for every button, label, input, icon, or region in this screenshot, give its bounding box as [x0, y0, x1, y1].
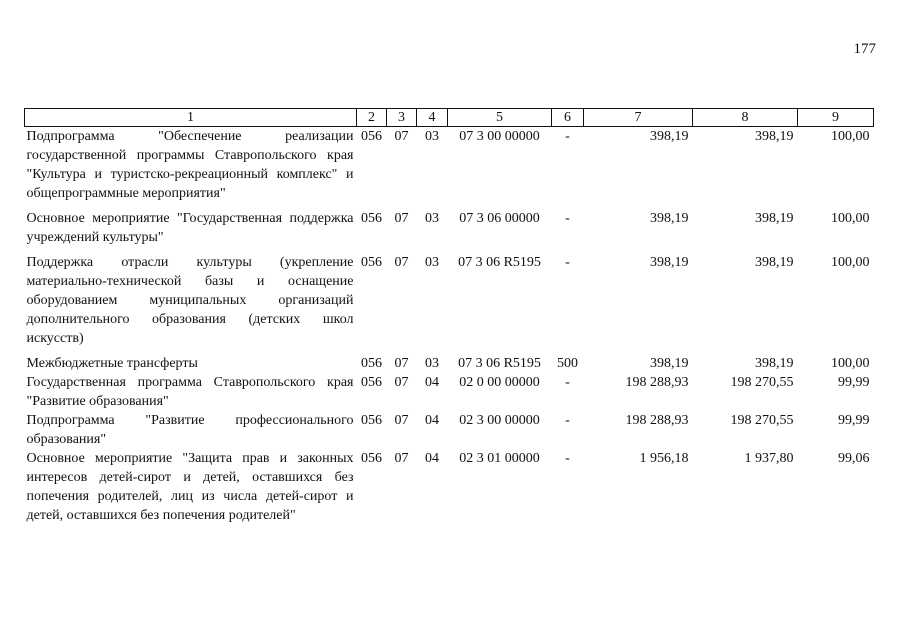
header-col-3: 3: [387, 109, 417, 127]
table-row: [25, 209, 874, 253]
row-expense-type: -: [565, 413, 570, 428]
header-row: [25, 109, 874, 127]
row-expense-type: -: [565, 255, 570, 270]
table-header: [25, 109, 874, 127]
header-col-9: 9: [798, 109, 874, 127]
row-value-8: 398,19: [755, 255, 794, 270]
row-value-8: 198 270,55: [730, 375, 794, 390]
row-name: Основное мероприятие "Государственная поддержка учреждений культуры": [26, 211, 354, 245]
row-ministry-code: 056: [361, 375, 382, 390]
row-value-7: 198 288,93: [625, 413, 689, 428]
row-value-8: 398,19: [755, 211, 794, 226]
row-subsection-code: 04: [425, 451, 439, 466]
page-number: 177: [853, 41, 876, 57]
row-ministry-code: 056: [361, 129, 382, 144]
row-target-code: 07 3 06 R5195: [458, 255, 541, 270]
row-name: Подпрограмма "Развитие профессионального образования": [26, 413, 354, 447]
header-col-7: 7: [584, 109, 693, 127]
row-target-code: 07 3 06 R5195: [458, 356, 541, 371]
row-target-code: 07 3 00 00000: [459, 129, 540, 144]
header-col-2: 2: [357, 109, 387, 127]
row-section-code: 07: [394, 356, 409, 371]
row-subsection-code: 03: [425, 129, 439, 144]
row-ministry-code: 056: [361, 356, 382, 371]
row-subsection-code: 04: [425, 375, 439, 390]
row-subsection-code: 03: [425, 255, 439, 270]
header-col-6: 6: [552, 109, 584, 127]
row-name: Государственная программа Ставропольского края "Развитие образования": [26, 375, 354, 409]
row-value-7: 398,19: [650, 211, 689, 226]
header-col-1: 1: [25, 109, 357, 127]
row-value-9: 99,99: [838, 375, 870, 390]
row-value-7: 398,19: [650, 129, 689, 144]
table-body: [25, 127, 874, 526]
row-ministry-code: 056: [361, 413, 382, 428]
row-expense-type: -: [565, 211, 570, 226]
row-name: Подпрограмма "Обеспечение реализации государственной программы Ставропольского края "Культура и туристско-рекреационный комплекс" и общепрограммные мероприятия": [26, 129, 354, 201]
row-section-code: 07: [394, 375, 409, 390]
row-ministry-code: 056: [361, 211, 382, 226]
row-expense-type: -: [565, 129, 570, 144]
row-section-code: 07: [394, 129, 409, 144]
table-row: [25, 127, 874, 210]
header-col-5: 5: [448, 109, 552, 127]
row-value-9: 99,06: [838, 451, 870, 466]
table-row: [25, 411, 874, 449]
row-ministry-code: 056: [361, 451, 382, 466]
row-target-code: 02 0 00 00000: [459, 375, 540, 390]
header-col-4: 4: [417, 109, 448, 127]
header-col-8: 8: [693, 109, 798, 127]
row-subsection-code: 03: [425, 356, 439, 371]
row-value-7: 198 288,93: [625, 375, 689, 390]
row-section-code: 07: [394, 211, 409, 226]
row-section-code: 07: [394, 255, 409, 270]
row-value-9: 100,00: [831, 211, 870, 226]
row-name: Основное мероприятие "Защита прав и законных интересов детей-сирот и детей, оставшихся без попечения родителей, лиц из числа детей-сирот и детей, оставшихся без попечения родителей": [26, 451, 354, 523]
row-target-code: 02 3 01 00000: [459, 451, 540, 466]
row-value-8: 398,19: [755, 356, 794, 371]
row-value-9: 100,00: [831, 356, 870, 371]
row-value-9: 100,00: [831, 255, 870, 270]
row-value-9: 99,99: [838, 413, 870, 428]
row-value-7: 1 956,18: [639, 451, 689, 466]
table-row: [25, 354, 874, 373]
table-row: [25, 373, 874, 411]
budget-table: [24, 108, 874, 525]
row-section-code: 07: [394, 413, 409, 428]
row-value-7: 398,19: [650, 356, 689, 371]
row-expense-type: -: [565, 451, 570, 466]
row-value-9: 100,00: [831, 129, 870, 144]
row-value-8: 1 937,80: [744, 451, 794, 466]
table-row: [25, 449, 874, 525]
row-subsection-code: 03: [425, 211, 439, 226]
row-value-8: 398,19: [755, 129, 794, 144]
row-subsection-code: 04: [425, 413, 439, 428]
row-target-code: 02 3 00 00000: [459, 413, 540, 428]
row-expense-type: 500: [557, 356, 578, 371]
row-expense-type: -: [565, 375, 570, 390]
row-target-code: 07 3 06 00000: [459, 211, 540, 226]
row-value-7: 398,19: [650, 255, 689, 270]
row-ministry-code: 056: [361, 255, 382, 270]
row-name: Межбюджетные трансферты: [26, 356, 198, 371]
row-name: Поддержка отрасли культуры (укрепление материально-технической базы и оснащение оборудованием муниципальных организаций дополнительного образования (детских школ искусств): [26, 255, 354, 346]
row-section-code: 07: [394, 451, 409, 466]
table-row: [25, 253, 874, 354]
row-value-8: 198 270,55: [730, 413, 794, 428]
